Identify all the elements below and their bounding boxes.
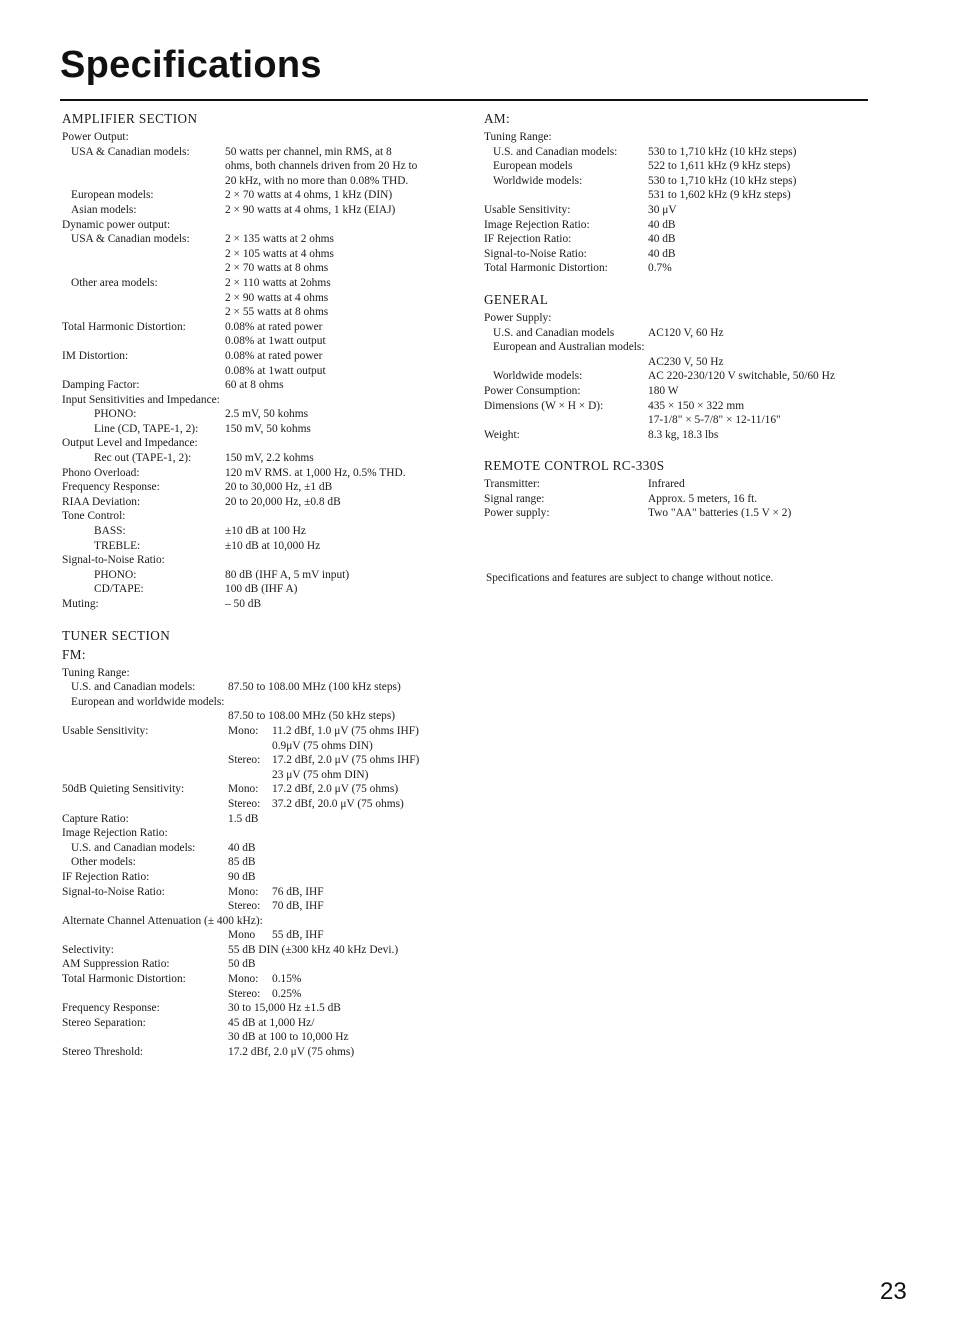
- spec-label: Power Consumption:: [484, 384, 581, 397]
- spec-label: Phono Overload:: [62, 466, 140, 479]
- spec-label: Signal range:: [484, 492, 545, 505]
- spec-row: [62, 466, 472, 481]
- spec-label: Power Supply:: [484, 311, 552, 324]
- spec-label: Selectivity:: [62, 943, 114, 956]
- spec-label: European and Australian models:: [493, 341, 645, 354]
- spec-label: CD/TAPE:: [94, 583, 144, 596]
- spec-value: 2 × 110 watts at 2ohms 2 × 90 watts at 4 ohms 2 × 55 watts at 8 ohms: [225, 276, 331, 319]
- spec-row: [484, 369, 879, 384]
- spec-value: 40 dB: [648, 247, 676, 260]
- spec-value: 80 dB (IHF A, 5 mV input): [225, 568, 350, 581]
- spec-label: Capture Ratio:: [62, 812, 129, 825]
- spec-value: 20 to 30,000 Hz, ±1 dB: [225, 481, 333, 494]
- spec-label: IM Distortion:: [62, 349, 129, 362]
- spec-value: 87.50 to 108.00 MHz (50 kHz steps): [228, 710, 396, 723]
- spec-value: 522 to 1,611 kHz (9 kHz steps): [648, 160, 791, 173]
- spec-row: [484, 326, 879, 341]
- spec-row: [62, 709, 472, 724]
- spec-row: [484, 428, 879, 443]
- spec-value: ±10 dB at 10,000 Hz: [225, 539, 321, 552]
- tuner-section-heading: TUNER SECTION: [62, 627, 171, 643]
- spec-value: Infrared: [648, 478, 685, 491]
- spec-row: [62, 232, 472, 276]
- spec-label: USA & Canadian models:: [71, 233, 190, 246]
- spec-row: [484, 159, 879, 174]
- spec-value: ±10 dB at 100 Hz: [225, 525, 306, 538]
- spec-row: [62, 524, 472, 539]
- spec-row: [484, 203, 879, 218]
- spec-value: 50 dB: [228, 958, 256, 971]
- spec-row: [484, 492, 879, 507]
- spec-label: IF Rejection Ratio:: [62, 870, 150, 883]
- spec-value: 30 to 15,000 Hz ±1.5 dB: [228, 1002, 341, 1015]
- spec-label: Image Rejection Ratio:: [62, 827, 168, 840]
- spec-label: Signal-to-Noise Ratio:: [484, 247, 587, 260]
- spec-label: PHONO:: [94, 568, 137, 581]
- spec-label: Input Sensitivities and Impedance:: [62, 393, 220, 406]
- spec-value: 40 dB: [648, 233, 676, 246]
- spec-value: 150 mV, 2.2 kohms: [225, 452, 314, 465]
- spec-row: [62, 680, 472, 695]
- mode-label: Stereo:: [228, 797, 261, 810]
- spec-value: 45 dB at 1,000 Hz/ 30 dB at 100 to 10,000 Hz: [228, 1016, 349, 1044]
- spec-label: U.S. and Canadian models:: [71, 841, 196, 854]
- spec-label: Tone Control:: [62, 510, 126, 523]
- spec-row: [484, 506, 879, 521]
- spec-row: [62, 203, 472, 218]
- spec-label: Other area models:: [71, 276, 158, 289]
- spec-value: 8.3 kg, 18.3 lbs: [648, 428, 719, 441]
- am-subheading: AM:: [484, 111, 511, 126]
- spec-label: Dynamic power output:: [62, 218, 171, 231]
- spec-label: Frequency Response:: [62, 481, 160, 494]
- spec-row: Total Harmonic Distortion: Mono: 0.15% Stereo: 0.25%: [62, 973, 302, 1000]
- spec-label: Line (CD, TAPE-1, 2):: [94, 422, 199, 435]
- spec-value: 50 watts per channel, min RMS, at 8 ohms, both channels driven from 20 Hz to 20 kHz, with no more than 0.08% THD.: [225, 145, 418, 187]
- spec-row: [62, 1016, 472, 1045]
- spec-value: 435 × 150 × 322 mm 17-1/8" × 5-7/8" × 12-11/16": [648, 399, 781, 427]
- spec-label: European and worldwide models:: [71, 695, 225, 708]
- spec-value: 530 to 1,710 kHz (10 kHz steps) 531 to 1,602 kHz (9 kHz steps): [648, 174, 797, 202]
- left-column: [62, 108, 472, 1060]
- title-divider: [60, 99, 868, 101]
- spec-row: [62, 812, 472, 827]
- mode-label: Stereo:: [228, 900, 261, 913]
- spec-label: Frequency Response:: [62, 1002, 160, 1015]
- spec-row: [62, 943, 472, 958]
- mode-label: Mono:: [228, 724, 259, 737]
- remote-section-heading: REMOTE CONTROL RC-330S: [484, 458, 665, 474]
- spec-label: Signal-to-Noise Ratio:: [62, 554, 165, 567]
- spec-value: 30 μV: [648, 203, 677, 216]
- spec-label: IF Rejection Ratio:: [484, 233, 572, 246]
- spec-value: 87.50 to 108.00 MHz (100 kHz steps): [228, 681, 401, 694]
- spec-row: 50dB Quieting Sensitivity: Mono: 17.2 dBf, 2.0 μV (75 ohms) Stereo: 37.2 dBf, 20.0 μV (75 ohms): [62, 783, 404, 810]
- spec-value: 85 dB: [228, 856, 256, 869]
- spec-row: [62, 539, 472, 554]
- spec-row: [62, 568, 472, 583]
- spec-value: 40 dB: [648, 218, 676, 231]
- spec-row: [62, 855, 472, 870]
- spec-value: 2 × 90 watts at 4 ohms, 1 kHz (EIAJ): [225, 203, 396, 216]
- spec-row: [62, 145, 472, 189]
- spec-row: [62, 451, 472, 466]
- amplifier-section-heading: AMPLIFIER SECTION: [62, 111, 198, 126]
- general-section-heading: GENERAL: [484, 291, 549, 307]
- spec-label: Usable Sensitivity:: [62, 724, 149, 737]
- spec-row: [484, 174, 879, 203]
- spec-label: RIAA Deviation:: [62, 495, 141, 508]
- spec-row: Mono 55 dB, IHF: [228, 929, 324, 942]
- spec-row: [484, 399, 879, 428]
- spec-value: 0.7%: [648, 262, 672, 275]
- spec-label: Rec out (TAPE-1, 2):: [94, 452, 192, 465]
- spec-label: Total Harmonic Distortion:: [62, 320, 186, 333]
- spec-label: Usable Sensitivity:: [484, 203, 571, 216]
- spec-row: [62, 188, 472, 203]
- spec-row: [484, 232, 879, 247]
- spec-value: 180 W: [648, 384, 679, 397]
- spec-label: Dimensions (W × H × D):: [484, 399, 604, 412]
- spec-row: [62, 422, 472, 437]
- spec-row: [484, 261, 879, 276]
- spec-label: Damping Factor:: [62, 379, 140, 392]
- spec-label: Output Level and Impedance:: [62, 437, 198, 450]
- spec-value: 530 to 1,710 kHz (10 kHz steps): [648, 145, 797, 158]
- disclaimer-note: Specifications and features are subject to change without notice.: [486, 572, 774, 584]
- mode-label: Mono: [228, 929, 256, 942]
- spec-row: Signal-to-Noise Ratio: Mono: 76 dB, IHF Stereo: 70 dB, IHF: [62, 885, 324, 913]
- spec-value: 100 dB (IHF A): [225, 583, 298, 596]
- spec-row: [62, 582, 472, 597]
- spec-label: European models: [493, 160, 573, 173]
- spec-row: [62, 349, 472, 378]
- spec-value: 150 mV, 50 kohms: [225, 422, 311, 435]
- spec-value: AC230 V, 50 Hz: [648, 355, 724, 368]
- spec-label: U.S. and Canadian models:: [493, 145, 618, 158]
- spec-row: [484, 355, 879, 370]
- spec-value: 1.5 dB: [228, 812, 259, 825]
- spec-label: Weight:: [484, 428, 520, 441]
- spec-row: [62, 957, 472, 972]
- spec-value: Two "AA" batteries (1.5 V × 2): [648, 507, 792, 520]
- page-number: 23: [880, 1278, 907, 1305]
- spec-row: [62, 480, 472, 495]
- spec-label: Stereo Threshold:: [62, 1046, 144, 1059]
- spec-row: Usable Sensitivity: Mono: 11.2 dBf, 1.0 μV (75 ohms IHF) 0.9μV (75 ohms DIN) Stereo: 17.2 dBf, 2.0 μV (75 ohms IHF) 23 μV (75 ohm DIN): [62, 724, 420, 781]
- mode-label: Mono:: [228, 973, 259, 986]
- spec-row: [484, 218, 879, 233]
- spec-value: 60 at 8 ohms: [225, 379, 284, 392]
- mode-label: Mono:: [228, 783, 259, 796]
- spec-value: AC120 V, 60 Hz: [648, 326, 724, 339]
- spec-label: Tuning Range:: [484, 131, 552, 143]
- spec-value: 90 dB: [228, 870, 256, 883]
- spec-row: [62, 1001, 472, 1016]
- spec-label: PHONO:: [94, 408, 137, 421]
- spec-label: AM Suppression Ratio:: [62, 958, 170, 971]
- spec-row: [62, 841, 472, 856]
- spec-label: Asian models:: [71, 203, 137, 216]
- spec-row: [484, 384, 879, 399]
- spec-label: USA & Canadian models:: [71, 145, 190, 158]
- spec-row: [484, 247, 879, 262]
- spec-value: 40 dB: [228, 841, 256, 854]
- spec-row: [62, 597, 472, 612]
- spec-row: [62, 378, 472, 393]
- spec-value: 2 × 70 watts at 4 ohms, 1 kHz (DIN): [225, 189, 393, 202]
- spec-label: Image Rejection Ratio:: [484, 218, 590, 231]
- spec-label: Total Harmonic Distortion:: [484, 262, 608, 275]
- spec-row: [62, 407, 472, 422]
- spec-label: Muting:: [62, 598, 99, 610]
- spec-label: Signal-to-Noise Ratio:: [62, 885, 165, 898]
- spec-row: [62, 495, 472, 510]
- page-title: Specifications: [60, 44, 322, 86]
- spec-label: TREBLE:: [94, 539, 141, 552]
- spec-label: BASS:: [94, 525, 126, 538]
- fm-subheading: FM:: [62, 646, 86, 662]
- spec-label: Transmitter:: [484, 478, 540, 491]
- spec-value: AC 220-230/120 V switchable, 50/60 Hz: [648, 370, 835, 383]
- spec-label: Stereo Separation:: [62, 1016, 146, 1029]
- spec-label: Alternate Channel Attenuation (± 400 kHz):: [62, 914, 263, 927]
- spec-label: European models:: [71, 189, 154, 202]
- spec-label: Worldwide models:: [493, 370, 583, 383]
- spec-value: 120 mV RMS. at 1,000 Hz, 0.5% THD.: [225, 466, 406, 479]
- mode-label: Stereo:: [228, 754, 261, 767]
- spec-value: 2 × 135 watts at 2 ohms 2 × 105 watts at 4 ohms 2 × 70 watts at 8 ohms: [225, 233, 334, 275]
- spec-label: U.S. and Canadian models:: [71, 681, 196, 694]
- spec-row: [62, 320, 472, 349]
- mode-label: Stereo:: [228, 987, 261, 1000]
- spec-value: Approx. 5 meters, 16 ft.: [648, 492, 758, 505]
- spec-label: Other models:: [71, 856, 136, 869]
- spec-row: [62, 276, 472, 320]
- spec-row: [62, 870, 472, 885]
- spec-label: Tuning Range:: [62, 666, 130, 679]
- spec-label: U.S. and Canadian models: [493, 326, 615, 339]
- spec-row: [484, 477, 879, 492]
- mode-label: Mono:: [228, 885, 259, 898]
- spec-value: 20 to 20,000 Hz, ±0.8 dB: [225, 495, 341, 508]
- spec-value: 55 dB DIN (±300 kHz 40 kHz Devi.): [228, 943, 399, 956]
- spec-value: – 50 dB: [225, 598, 262, 610]
- spec-value: 17.2 dBf, 2.0 μV (75 ohms): [228, 1046, 355, 1059]
- right-column: [484, 108, 879, 521]
- spec-label: Worldwide models:: [493, 174, 583, 187]
- spec-value: 0.08% at rated power 0.08% at 1watt output: [225, 320, 326, 348]
- spec-label: Power Output:: [62, 131, 129, 143]
- spec-value: 2.5 mV, 50 kohms: [225, 408, 309, 421]
- spec-value: 0.08% at rated power 0.08% at 1watt output: [225, 349, 326, 377]
- spec-label: 50dB Quieting Sensitivity:: [62, 783, 185, 796]
- spec-label: Power supply:: [484, 507, 550, 520]
- spec-label: Total Harmonic Distortion:: [62, 973, 186, 986]
- spec-row: [62, 1045, 472, 1060]
- spec-row: [484, 145, 879, 160]
